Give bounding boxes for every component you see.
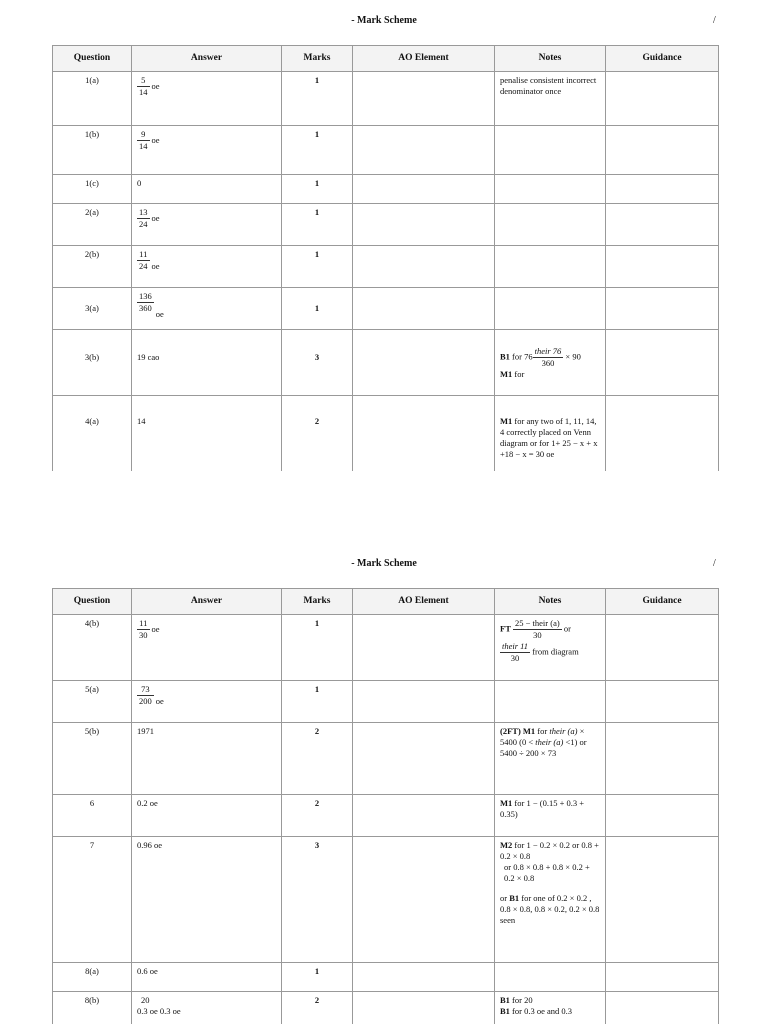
guidance-cell bbox=[606, 795, 719, 837]
answer-cell: 19 cao bbox=[132, 330, 282, 396]
answer-cell bbox=[132, 992, 282, 1024]
marks-cell: 1 bbox=[282, 288, 353, 330]
col-marks: Marks bbox=[282, 46, 353, 72]
numerator: 25 − their (a) bbox=[515, 618, 560, 628]
note-line bbox=[500, 893, 600, 926]
col-question: Question bbox=[53, 46, 132, 72]
answer-cell bbox=[132, 615, 282, 681]
guidance-cell bbox=[606, 963, 719, 992]
table-row bbox=[53, 963, 719, 992]
note-text: for one of 0.2 × 0.2 , 0.8 × 0.8, 0.8 × 0.2, 0.2 × 0.8 seen bbox=[500, 893, 600, 925]
numerator: their 11 bbox=[502, 641, 529, 651]
table-row bbox=[53, 795, 719, 837]
note-text: for 1 − 0.2 × 0.2 or 0.8 + 0.2 × 0.8 bbox=[500, 840, 599, 861]
note-mark-code: M1 bbox=[500, 369, 513, 379]
mark-scheme-table-2 bbox=[52, 588, 719, 1024]
col-guidance: Guidance bbox=[606, 589, 719, 615]
denominator: 30 bbox=[513, 629, 562, 641]
note-line bbox=[500, 840, 600, 862]
note-text: × 5400 (0 < bbox=[500, 726, 585, 747]
marks-cell: 1 bbox=[282, 204, 353, 246]
numerator: 136 bbox=[139, 291, 152, 301]
question-cell: 4(b) bbox=[53, 615, 132, 681]
note-text: or bbox=[563, 623, 571, 634]
denominator: 200 bbox=[139, 696, 152, 706]
question-cell: 7 bbox=[53, 837, 132, 963]
answer-suffix: oe bbox=[155, 309, 164, 319]
denominator: 14 bbox=[139, 87, 148, 97]
note-text: × 90 bbox=[565, 351, 581, 362]
guidance-cell bbox=[606, 992, 719, 1024]
marks-cell: 1 bbox=[282, 126, 353, 175]
denominator: 24 bbox=[139, 219, 148, 229]
notes-cell bbox=[495, 992, 606, 1024]
marks-cell: 2 bbox=[282, 795, 353, 837]
marks-cell: 1 bbox=[282, 681, 353, 723]
question-cell: 4(a) bbox=[53, 396, 132, 472]
note-mark-code: B1 bbox=[500, 995, 510, 1005]
answer-cell bbox=[132, 681, 282, 723]
ao-cell bbox=[353, 723, 495, 795]
answer-line: 20 bbox=[141, 995, 150, 1005]
note-mark-code: B1 bbox=[500, 1006, 510, 1016]
note-line: or 0.8 × 0.8 + 0.8 × 0.2 + 0.2 × 0.8 bbox=[504, 862, 590, 883]
marks-cell: 1 bbox=[282, 72, 353, 126]
note-mark-code: (2FT) M1 bbox=[500, 726, 536, 736]
note-line bbox=[500, 618, 600, 641]
guidance-cell bbox=[606, 837, 719, 963]
guidance-cell bbox=[606, 723, 719, 795]
numerator: 5 bbox=[141, 75, 146, 85]
answer-cell: 0.6 oe bbox=[132, 963, 282, 992]
note-mark-code: M1 bbox=[500, 416, 513, 426]
table-row bbox=[53, 723, 719, 795]
col-notes: Notes bbox=[495, 46, 606, 72]
note-text: or bbox=[500, 893, 508, 903]
col-ao-element: AO Element bbox=[353, 589, 495, 615]
ao-cell bbox=[353, 795, 495, 837]
question-cell: 5(b) bbox=[53, 723, 132, 795]
answer-cell: 1971 bbox=[132, 723, 282, 795]
question-cell: 8(a) bbox=[53, 963, 132, 992]
numerator: 11 bbox=[139, 249, 148, 259]
question-cell: 1(a) bbox=[53, 72, 132, 126]
table-row bbox=[53, 615, 719, 681]
note-text: for 20 bbox=[512, 995, 533, 1005]
col-question: Question bbox=[53, 589, 132, 615]
note-italic: their (a) bbox=[549, 726, 578, 736]
note-italic: their (a) bbox=[535, 737, 564, 747]
numerator: 9 bbox=[141, 129, 146, 139]
col-ao-element: AO Element bbox=[353, 46, 495, 72]
col-guidance: Guidance bbox=[606, 46, 719, 72]
note-line bbox=[500, 641, 600, 664]
note-text: <1) or 5400 ÷ 200 × 73 bbox=[500, 737, 587, 758]
marks-cell: 3 bbox=[282, 837, 353, 963]
note-text: for 76 bbox=[512, 351, 533, 362]
answer-cell: 0.96 oe bbox=[132, 837, 282, 963]
notes-cell bbox=[495, 681, 606, 723]
ao-cell bbox=[353, 837, 495, 963]
question-cell: 5(a) bbox=[53, 681, 132, 723]
notes-cell bbox=[495, 963, 606, 992]
answer-line: 0.3 oe 0.3 oe bbox=[137, 1006, 181, 1016]
col-marks: Marks bbox=[282, 589, 353, 615]
question-cell: 1(b) bbox=[53, 126, 132, 175]
answer-cell: 0 bbox=[132, 175, 282, 204]
col-notes: Notes bbox=[495, 589, 606, 615]
ao-cell bbox=[353, 992, 495, 1024]
answer-suffix: oe bbox=[155, 696, 164, 706]
marks-cell: 1 bbox=[282, 175, 353, 204]
marks-cell: 1 bbox=[282, 615, 353, 681]
col-answer: Answer bbox=[132, 589, 282, 615]
notes-cell bbox=[495, 837, 606, 963]
note-mark-code: M1 bbox=[500, 798, 513, 808]
numerator: 13 bbox=[139, 207, 148, 217]
note-fraction bbox=[500, 641, 530, 664]
answer-suffix: oe bbox=[151, 213, 160, 223]
ao-cell bbox=[353, 963, 495, 992]
marks-cell: 2 bbox=[282, 723, 353, 795]
answer-suffix: oe bbox=[151, 261, 160, 271]
note-mark-code: B1 bbox=[509, 893, 520, 903]
guidance-cell bbox=[606, 615, 719, 681]
question-cell: 3(a) bbox=[53, 288, 132, 330]
numerator: 73 bbox=[141, 684, 150, 694]
header-row bbox=[53, 589, 719, 615]
note-text: for any two of 1, 11, 14, 4 correctly placed on Venn diagram or for 1+ 25 − x + x +18 − x = 30 oe bbox=[500, 416, 598, 459]
answer-cell: 14 bbox=[132, 396, 282, 472]
notes-cell: penalise consistent incorrect denominator once bbox=[495, 72, 606, 126]
denominator: 360 bbox=[139, 303, 152, 313]
note-mark-code: B1 bbox=[500, 351, 510, 362]
notes-cell bbox=[495, 723, 606, 795]
denominator: 24 bbox=[139, 261, 148, 271]
note-mark-code: FT bbox=[500, 623, 511, 634]
marks-cell: 1 bbox=[282, 963, 353, 992]
question-cell: 2(b) bbox=[53, 246, 132, 288]
question-cell: 3(b) bbox=[53, 330, 132, 396]
note-mark-code: M2 bbox=[500, 840, 513, 850]
question-cell: 1(c) bbox=[53, 175, 132, 204]
marks-cell: 2 bbox=[282, 396, 353, 472]
numerator: their 76 bbox=[534, 346, 562, 356]
note-fraction bbox=[513, 618, 562, 641]
ao-cell bbox=[353, 681, 495, 723]
note-text: for bbox=[537, 726, 548, 736]
notes-cell bbox=[495, 615, 606, 681]
notes-cell bbox=[495, 795, 606, 837]
numerator: 11 bbox=[139, 618, 148, 628]
note-line bbox=[500, 1006, 600, 1017]
denominator: 30 bbox=[500, 652, 530, 664]
note-line bbox=[500, 995, 600, 1006]
col-answer: Answer bbox=[132, 46, 282, 72]
page-slash: / bbox=[713, 558, 716, 569]
note-text: for 1 − (0.15 + 0.3 + 0.35) bbox=[500, 798, 585, 819]
marks-cell: 2 bbox=[282, 992, 353, 1024]
page-slash: / bbox=[713, 15, 716, 26]
guidance-cell bbox=[606, 681, 719, 723]
answer-suffix: oe bbox=[151, 624, 160, 634]
ao-cell bbox=[353, 615, 495, 681]
table-row bbox=[53, 992, 719, 1024]
answer-suffix: oe bbox=[151, 135, 160, 145]
question-cell: 2(a) bbox=[53, 204, 132, 246]
answer-cell: 0.2 oe bbox=[132, 795, 282, 837]
marks-cell: 3 bbox=[282, 330, 353, 396]
denominator: 360 bbox=[533, 357, 564, 369]
denominator: 30 bbox=[139, 630, 148, 640]
question-cell: 8(b) bbox=[53, 992, 132, 1024]
note-text: for 0.3 oe and 0.3 bbox=[512, 1006, 573, 1016]
question-cell: 6 bbox=[53, 795, 132, 837]
page-title: - Mark Scheme bbox=[351, 15, 417, 26]
answer-fraction bbox=[137, 618, 150, 641]
answer-fraction bbox=[137, 684, 154, 707]
page-title: - Mark Scheme bbox=[351, 558, 417, 569]
marks-cell: 1 bbox=[282, 246, 353, 288]
table-row bbox=[53, 837, 719, 963]
note-text: from diagram bbox=[532, 646, 579, 657]
denominator: 14 bbox=[139, 141, 148, 151]
answer-suffix: oe bbox=[151, 81, 160, 91]
note-text: for bbox=[514, 369, 525, 379]
table-row bbox=[53, 681, 719, 723]
